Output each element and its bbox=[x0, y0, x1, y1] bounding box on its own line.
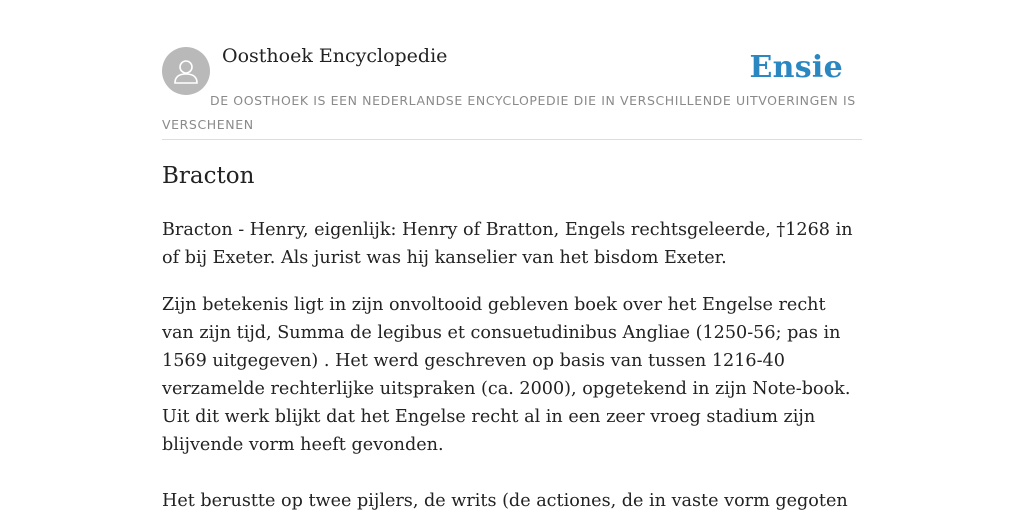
brand-logo[interactable]: Ensie bbox=[749, 50, 843, 85]
article-paragraph-3: Het berustte op twee pijlers, de writs (de actiones, de in vaste vorm gegoten bbox=[162, 491, 848, 511]
article-paragraph-1: Bracton - Henry, eigenlijk: Henry of Bratton, Engels rechtsgeleerde, †1268 in of bij Exeter. Als jurist was hij kanselier van het bisdom Exeter. bbox=[162, 220, 853, 268]
source-avatar[interactable] bbox=[162, 47, 210, 95]
source-tagline: DE OOSTHOEK IS EEN NEDERLANDSE ENCYCLOPEDIE DIE IN VERSCHILLENDE UITVOERINGEN IS VERSCHENEN bbox=[162, 93, 856, 132]
source-header bbox=[162, 0, 862, 140]
article-title: Bracton bbox=[162, 163, 255, 189]
article-paragraph-2: Zijn betekenis ligt in zijn onvoltooid gebleven boek over het Engelse recht van zijn tijd, Summa de legibus et consuetudinibus Angliae (1250-56; pas in 1569 uitgegeven) . Het werd geschreven op basis van tussen 1216-40 verzamelde rechterlijke uitspraken (ca. 2000), opgetekend in zijn Note-book. Uit dit werk blijkt dat het Engelse recht al in een zeer vroeg stadium zijn blijvende vorm heeft gevonden. bbox=[162, 295, 851, 455]
user-icon bbox=[171, 56, 201, 86]
source-name[interactable]: Oosthoek Encyclopedie bbox=[222, 45, 448, 67]
page-container bbox=[162, 0, 862, 511]
